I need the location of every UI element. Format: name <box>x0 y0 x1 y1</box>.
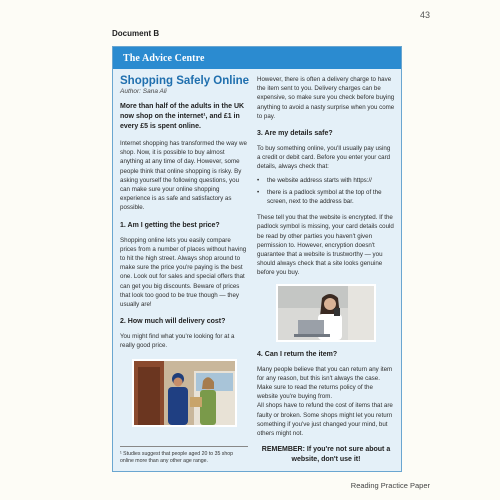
article-lead: More than half of the adults in the UK now shop on the internet¹, and £1 in every £5 is spent online. <box>120 103 245 130</box>
question-3-bullets <box>257 176 395 207</box>
page-number: 43 <box>419 10 430 20</box>
article-columns <box>113 69 401 471</box>
bullet-icon: • <box>257 176 260 184</box>
list-item: • there is a padlock symbol at the top of the screen, next to the address bar. <box>257 188 382 206</box>
article-author: Author: Sana Ali <box>120 88 167 95</box>
advice-card <box>112 46 402 472</box>
article-title: Shopping Safely Online <box>120 75 250 87</box>
delivery-photo <box>132 359 237 427</box>
question-4-body-1: Many people believe that you can return any item for any reason, but this isn't always the case. Make sure to read the returns policy of the website you're buying from. <box>257 365 393 401</box>
question-1-body: Shopping online lets you easily compare prices from a number of places without having to hit the high street. Always shop around to make sure the price you're paying is the best one. Look out for sales and special offers that can get you big discounts. Beware of prices that look too good to be true though — they usually are! <box>120 236 247 309</box>
left-column <box>113 69 253 471</box>
laptop-photo <box>276 284 376 342</box>
banner-title: The Advice Centre <box>123 52 205 64</box>
question-1-heading: 1. Am I getting the best price? <box>120 221 220 229</box>
banner <box>113 47 401 69</box>
question-4-heading: 4. Can I return the item? <box>257 350 338 358</box>
footer-label: Reading Practice Paper <box>350 481 430 490</box>
footnote: ¹ Studies suggest that people aged 20 to 35 shop online more than any other age range. <box>120 446 248 465</box>
question-2-heading: 2. How much will delivery cost? <box>120 318 226 326</box>
document-label: Document B <box>112 29 160 38</box>
question-3-body: To buy something online, you'll usually pay using a credit or debit card. Before you enter your card details, always check that: <box>257 145 391 171</box>
question-2-continued: However, there is often a delivery charge to have the item sent to you. Delivery charges can be expensive, so make sure you check before buying anything to avoid a nasty surprise when you come to pay. <box>257 76 395 120</box>
article-intro: Internet shopping has transformed the way we shop. Now, it is possible to buy almost anything at any time of day. However, some people think that online shopping is risky. By asking yourself the following questions, you can make sure your online shopping experience is as safe and satisfactory as possible. <box>120 140 247 212</box>
right-column <box>253 69 401 471</box>
delivery-illustration <box>134 361 235 425</box>
remember-note: REMEMBER: If you're not sure about a website, don't use it! <box>261 446 391 464</box>
laptop-illustration <box>278 286 374 340</box>
question-4-body-2: All shops have to refund the cost of items that are faulty or broken. Some shops might let you return something if you've just changed your mind, but others might not. <box>257 402 393 438</box>
question-3-after: These tell you that the website is encrypted. If the padlock symbol is missing, your card details could be read by other parties you haven't given permission to. However, encryption doesn't guarantee that a website is trustworthy — you should always check that a site looks genuine before you buy. <box>257 214 394 277</box>
question-3-heading: 3. Are my details safe? <box>257 130 333 138</box>
bullet-icon: • <box>257 188 260 196</box>
question-2-body: You might find what you're looking for at a really good price. <box>120 333 235 350</box>
list-item: • the website address starts with https:// <box>257 176 372 184</box>
